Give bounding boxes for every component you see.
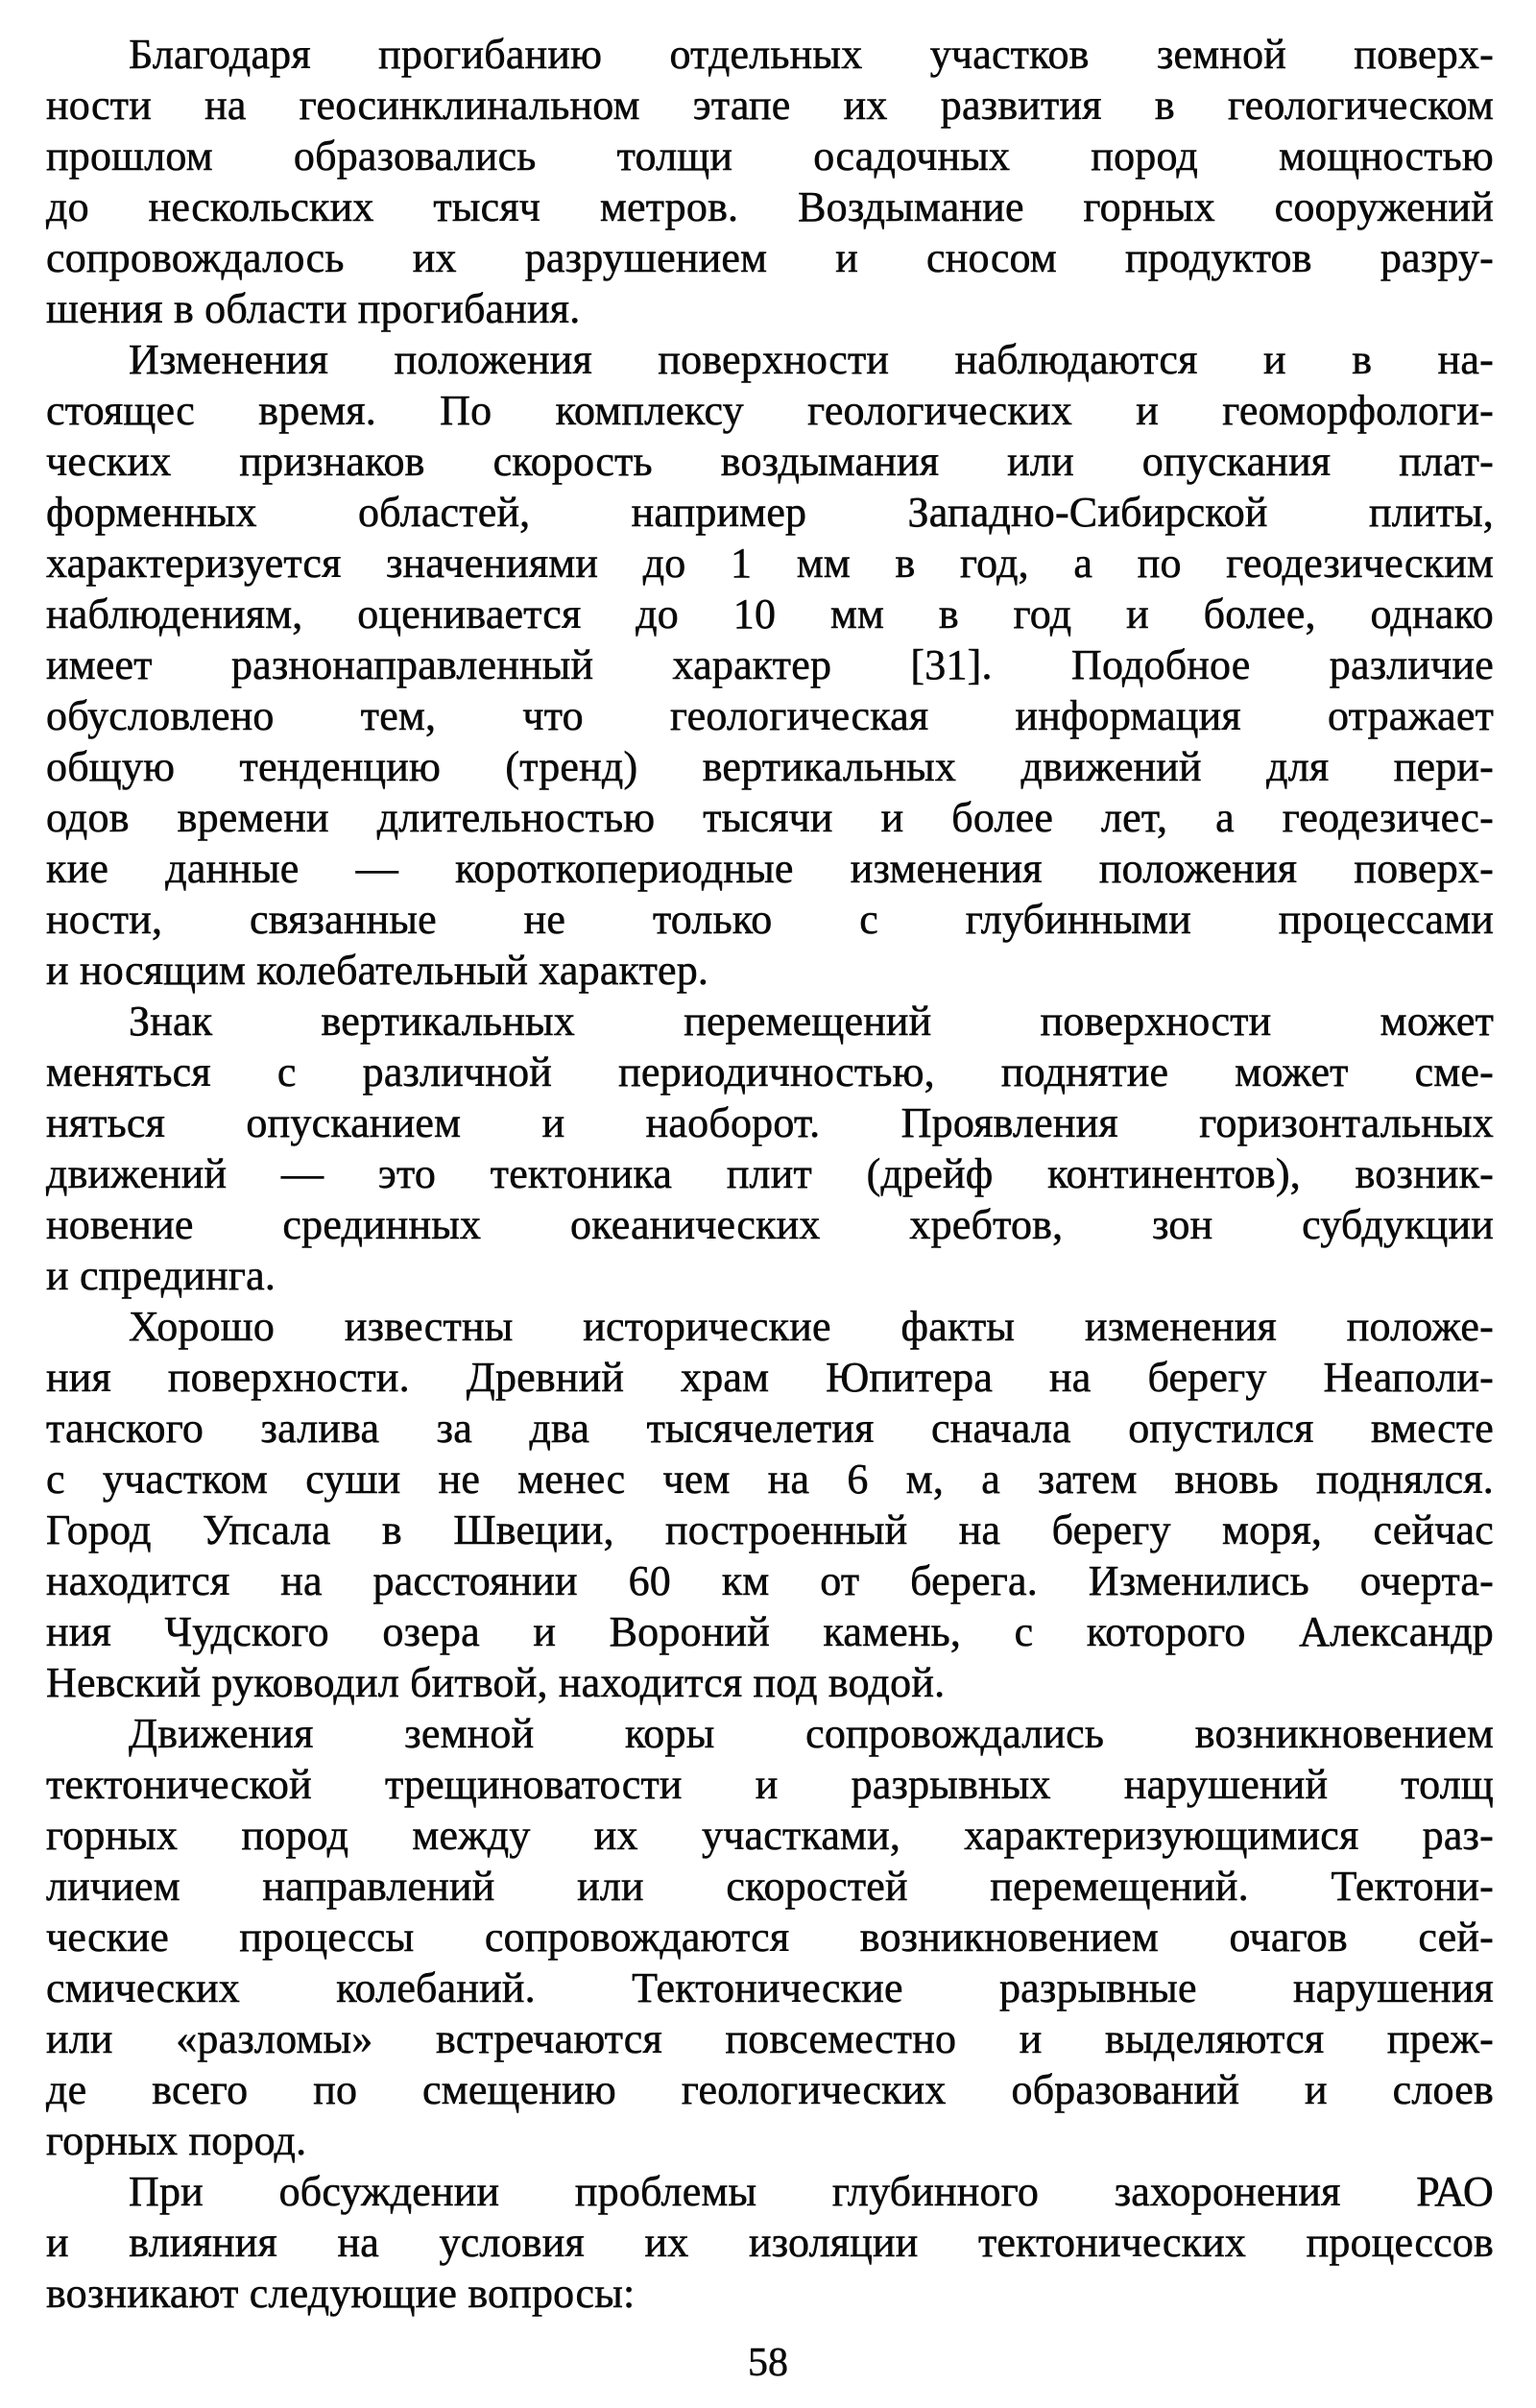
text-line: и влияния на условия их изоляции тектонических процессов <box>46 2219 1494 2266</box>
text-line: ности на геосинклинальном этапе их развития в геологическом <box>46 82 1494 129</box>
text-line: Движения земной коры сопровождались возникновением <box>129 1710 1494 1757</box>
text-line: Хорошо известны исторические факты изменения положе- <box>129 1303 1494 1350</box>
text-line: находится на расстоянии 60 км от берега. Изменились очерта- <box>46 1557 1494 1604</box>
text-line: с участком суши не менес чем на 6 м, а затем вновь поднялся. <box>46 1456 1494 1503</box>
text-line: до нескольских тысяч метров. Воздымание горных сооружений <box>46 183 1494 230</box>
text-line: Благодаря прогибанию отдельных участков земной поверх- <box>129 31 1494 78</box>
paragraph <box>46 2166 1494 2319</box>
text-line: или «разломы» встречаются повсеместно и выделяются преж- <box>46 2015 1494 2062</box>
text-line: ческие процессы сопровождаются возникновением очагов сей- <box>46 1914 1494 1961</box>
text-line: няться опусканием и наоборот. Проявления горизонтальных <box>46 1099 1494 1146</box>
text-line: возникают следующие вопросы: <box>46 2270 636 2317</box>
text-line: сопровождалось их разрушением и сносом продуктов разру- <box>46 234 1494 281</box>
text-line: одов времени длительностью тысячи и более лет, а геодезичес- <box>46 794 1494 841</box>
paragraph <box>46 334 1494 996</box>
text-line: стоящес время. По комплексу геологических и геоморфологи- <box>46 387 1494 434</box>
text-line: обусловлено тем, что геологическая информация отражает <box>46 692 1494 739</box>
text-line: прошлом образовались толщи осадочных пород мощностью <box>46 132 1494 180</box>
text-line: горных пород между их участками, характеризующимися раз- <box>46 1812 1494 1859</box>
text-line: тектонической трещиноватости и разрывных нарушений толщ <box>46 1761 1494 1808</box>
text-line: смических колебаний. Тектонические разрывные нарушения <box>46 1964 1494 2011</box>
text-line: танского залива за два тысячелетия сначала опустился вместе <box>46 1405 1494 1452</box>
text-line: ния поверхности. Древний храм Юпитера на берегу Неаполи- <box>46 1354 1494 1401</box>
paragraph <box>46 29 1494 334</box>
text-line: Изменения положения поверхности наблюдаются и в на- <box>129 336 1494 383</box>
paragraph <box>46 996 1494 1301</box>
text-line: новение срединных океанических хребтов, зон субдукции <box>46 1201 1494 1248</box>
paragraph <box>46 1301 1494 1708</box>
text-line: личием направлений или скоростей перемещений. Тектони- <box>46 1863 1494 1910</box>
text-line: Знак вертикальных перемещений поверхности может <box>129 998 1494 1045</box>
paragraph <box>46 1708 1494 2166</box>
page-number: 58 <box>748 2341 788 2385</box>
text-line: Город Упсала в Швеции, построенный на берегу моря, сейчас <box>46 1506 1494 1553</box>
text-line: и спрединга. <box>46 1252 276 1299</box>
text-line: характеризуется значениями до 1 мм в год, а по геодезическим <box>46 540 1494 587</box>
text-line: и носящим колебательный характер. <box>46 947 709 994</box>
text-line: движений — это тектоника плит (дрейф континентов), возник- <box>46 1150 1494 1197</box>
text-line: ческих признаков скорость воздымания или опускания плат- <box>46 438 1494 485</box>
text-line: меняться с различной периодичностью, поднятие может сме- <box>46 1048 1494 1096</box>
text-line: имеет разнонаправленный характер [31]. Подобное различие <box>46 641 1494 688</box>
text-line: горных пород. <box>46 2117 307 2164</box>
text-line: форменных областей, например Западно-Сибирской плиты, <box>46 489 1494 536</box>
text-line: ния Чудского озера и Вороний камень, с которого Александр <box>46 1608 1494 1655</box>
text-line: общую тенденцию (тренд) вертикальных движений для пери- <box>46 743 1494 790</box>
text-line: кие данные — короткопериодные изменения положения поверх- <box>46 845 1494 892</box>
text-block <box>46 29 1494 2319</box>
text-line: ности, связанные не только с глубинными процессами <box>46 896 1494 943</box>
text-line: наблюдениям, оценивается до 10 мм в год и более, однако <box>46 590 1494 638</box>
text-line: При обсуждении проблемы глубинного захоронения РАО <box>129 2168 1494 2215</box>
text-line: Невский руководил битвой, находится под водой. <box>46 1659 946 1706</box>
text-line: де всего по смещению геологических образований и слоев <box>46 2066 1494 2113</box>
text-line: шения в области прогибания. <box>46 285 581 332</box>
